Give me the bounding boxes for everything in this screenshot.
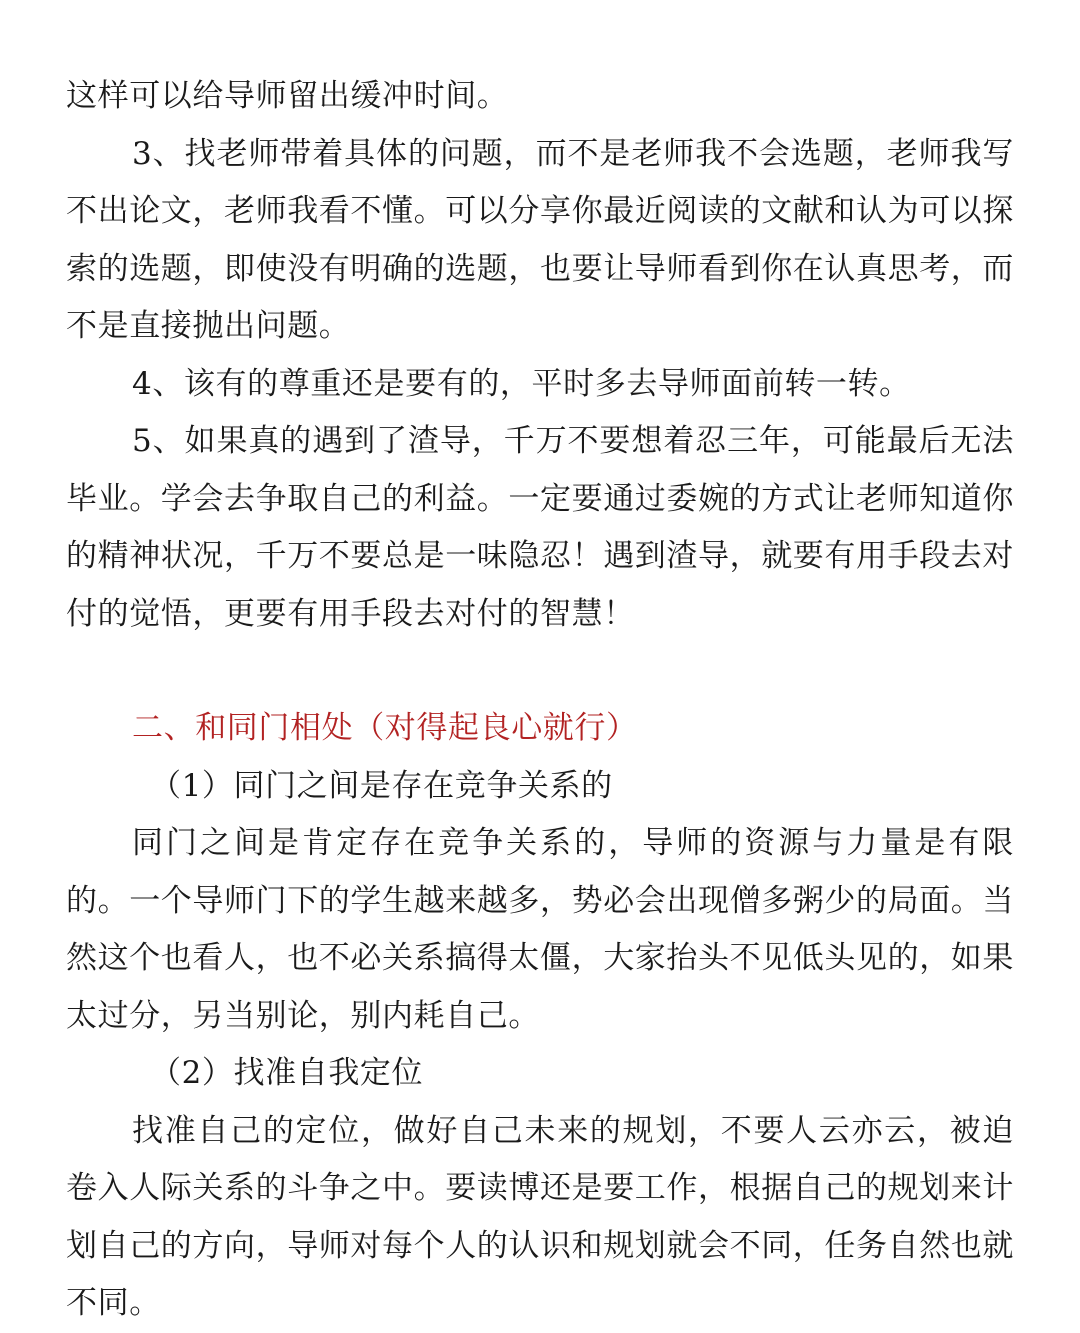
paragraph-point-5: 5、如果真的遇到了渣导，千万不要想着忍三年，可能最后无法毕业。学会去争取自己的利益。一定要通过委婉的方式让老师知道你的精神状况，千万不要总是一味隐忍！遇到渣导，就要有用手段去对付的觉悟，更要有用手段去对付的智慧！: [66, 423, 1014, 632]
paragraph-competition: 同门之间是肯定存在竞争关系的，导师的资源与力量是有限的。一个导师门下的学生越来越多，势必会出现僧多粥少的局面。当然这个也看人，也不必关系搞得太僵，大家抬头不见低头见的，如果太过分，另当别论，别内耗自己。: [66, 825, 1014, 1034]
paragraph-tail: 这样可以给导师留出缓冲时间。: [66, 78, 509, 114]
paragraph-point-4: 4、该有的尊重还是要有的，平时多去导师面前转一转。: [132, 365, 911, 402]
paragraph-point-3: 3、找老师带着具体的问题，而不是老师我不会选题，老师我写不出论文，老师我看不懂。可以分享你最近阅读的文献和认为可以探索的选题，即使没有明确的选题，也要让导师看到你在认真思考，而不是直接抛出问题。: [66, 135, 1014, 344]
section-spacer: [66, 643, 1014, 700]
article-body: [66, 68, 1014, 1333]
subheading-competition: （1）同门之间是存在竞争关系的: [150, 767, 613, 804]
paragraph-positioning: 找准自己的定位，做好自己未来的规划，不要人云亦云，被迫卷入人际关系的斗争之中。要读博还是要工作，根据自己的规划来计划自己的方向，导师对每个人的认识和规划就会不同，任务自然也就不同。: [66, 1112, 1014, 1321]
subheading-positioning: （2）找准自我定位: [150, 1055, 424, 1091]
section-heading-peers: 二、和同门相处（对得起良心就行）: [132, 710, 638, 746]
